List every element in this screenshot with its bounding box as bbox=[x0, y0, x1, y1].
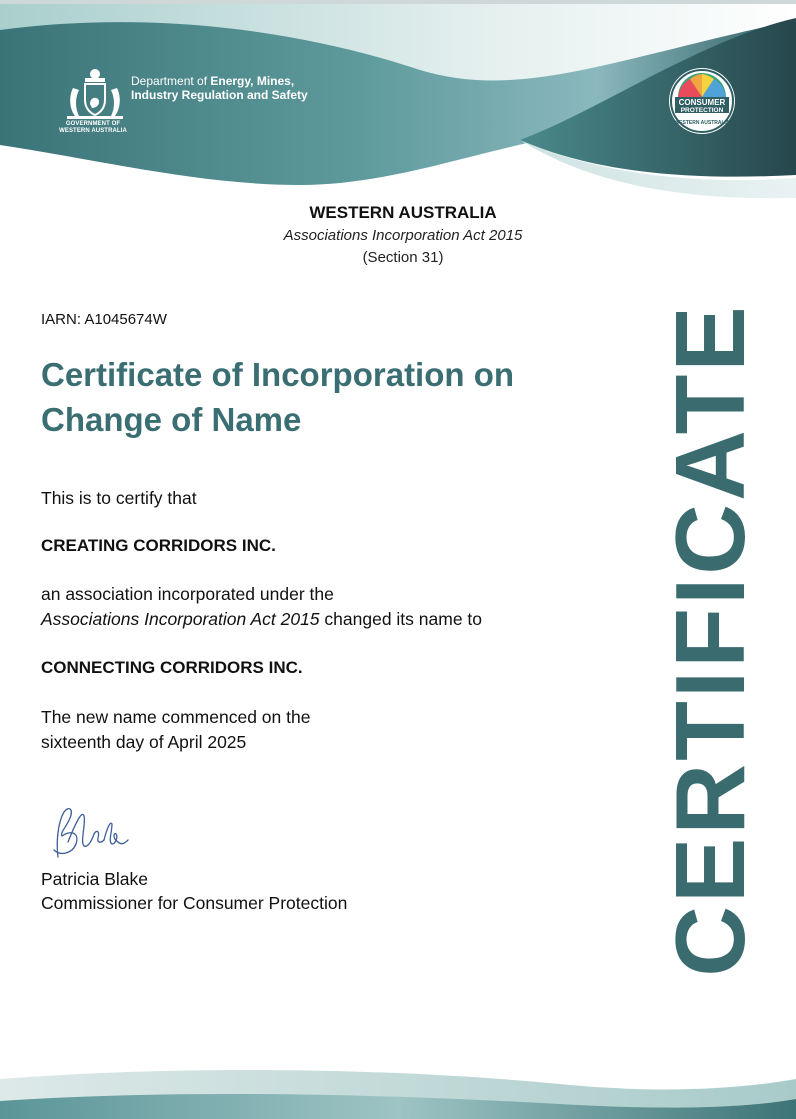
certificate-title bbox=[41, 352, 601, 442]
commenced-line-1: The new name commenced on the bbox=[41, 707, 311, 727]
old-association-name: CREATING CORRIDORS INC. bbox=[41, 536, 276, 555]
new-association-name: CONNECTING CORRIDORS INC. bbox=[41, 658, 303, 677]
incorporated-line: an association incorporated under the bbox=[41, 584, 334, 604]
commencement-statement bbox=[41, 705, 310, 755]
gov-logo-line-2: WESTERN AUSTRALIA bbox=[59, 128, 127, 134]
signatory-title: Commissioner for Consumer Protection bbox=[41, 893, 348, 913]
signatory-block bbox=[41, 867, 347, 915]
commenced-line-2: sixteenth day of April 2025 bbox=[41, 732, 247, 752]
department-name bbox=[131, 74, 308, 102]
certify-text: This is to certify that bbox=[41, 488, 197, 508]
dept-prefix: Department of bbox=[131, 74, 211, 88]
footer-wave-banner bbox=[0, 1059, 796, 1119]
badge-line-2: PROTECTION bbox=[680, 107, 724, 114]
act-name: Associations Incorporation Act 2015 bbox=[283, 227, 523, 244]
act-section: (Section 31) bbox=[362, 249, 444, 266]
iarn-number: IARN: A1045674W bbox=[41, 311, 167, 328]
state-heading: WESTERN AUSTRALIA bbox=[309, 203, 497, 222]
act-italic-reference: Associations Incorporation Act 2015 bbox=[41, 609, 320, 629]
vertical-certificate-word: CERTIFICATE bbox=[655, 303, 765, 977]
certificate-title-line-1: Certificate of Incorporation on bbox=[41, 356, 515, 393]
badge-line-1: CONSUMER bbox=[678, 98, 726, 107]
gov-logo-line-1: GOVERNMENT OF bbox=[65, 121, 121, 127]
incorporation-statement bbox=[41, 582, 482, 632]
dept-bold-1: Energy, Mines, bbox=[210, 74, 295, 88]
changed-name-text: changed its name to bbox=[319, 609, 483, 629]
dept-bold-2: Industry Regulation and Safety bbox=[131, 88, 308, 102]
consumer-protection-badge-icon bbox=[668, 67, 736, 135]
signatory-name: Patricia Blake bbox=[41, 869, 148, 889]
act-heading bbox=[200, 203, 606, 268]
handwritten-signature bbox=[46, 802, 136, 862]
badge-line-3: WESTERN AUSTRALIA bbox=[674, 120, 730, 126]
certificate-title-line-2: Change of Name bbox=[41, 401, 302, 438]
gov-logo-caption bbox=[55, 121, 131, 135]
